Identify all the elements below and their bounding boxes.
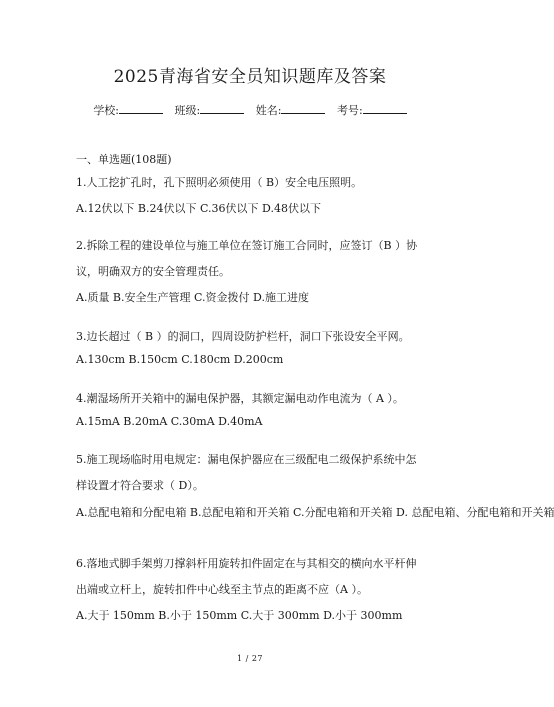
question-line: 样设置才符合要求（ D）。 (76, 479, 204, 492)
class-blank (200, 103, 244, 114)
question-line: 4.潮湿场所开关箱中的漏电保护器，其额定漏电动作电流为（ A ）。 (76, 392, 404, 405)
question-line: 2.拆除工程的建设单位与施工单位在签订施工合同时，应签订（B ）协 (76, 239, 418, 252)
question-line: 1.人工挖扩孔时，孔下照明必须使用（ B）安全电压照明。 (76, 176, 363, 189)
page-number: 1 / 27 (236, 654, 264, 663)
class-label: 班级: (174, 104, 201, 117)
question-line: 5.施工现场临时用电规定：漏电保护器应在三级配电二级保护系统中怎 (76, 453, 417, 466)
options-line: A.质量 B.安全生产管理 C.资金拨付 D.施工进度 (76, 291, 309, 304)
document-title: 2025青海省安全员知识题库及答案 (113, 67, 387, 87)
question-3-options (76, 347, 432, 373)
question-5-options (76, 500, 554, 526)
school-field (93, 104, 166, 117)
question-6-options (76, 603, 432, 629)
options-line: A.大于 150mm B.小于 150mm C.大于 300mm D.小于 300mm (76, 609, 403, 622)
student-info-line (0, 102, 500, 118)
question-line: 议，明确双方的安全管理责任。 (76, 265, 230, 278)
question-1-options (76, 196, 432, 222)
school-label: 学校: (93, 104, 120, 117)
options-line: A.12伏以下 B.24伏以下 C.36伏以下 D.48伏以下 (76, 202, 321, 215)
question-line: 6.落地式脚手架剪刀撑斜杆用旋转扣件固定在与其相交的横向水平杆伸 (76, 557, 417, 570)
options-line: A.130cm B.150cm C.180cm D.200cm (76, 353, 284, 366)
section-heading: 一、单选题(108题) (76, 153, 172, 166)
question-2-options (76, 285, 432, 311)
question-2-text (76, 233, 432, 285)
question-6-text (76, 551, 432, 603)
name-label: 姓名: (255, 104, 282, 117)
question-line: 出端或立杆上，旋转扣件中心线至主节点的距离不应（A ）。 (76, 583, 368, 596)
class-field (175, 104, 248, 117)
name-blank (281, 103, 325, 114)
options-line: 总配电箱、分配电箱和开关箱 (411, 506, 554, 519)
name-field (256, 104, 329, 117)
question-4-options (76, 409, 432, 435)
exam-no-blank (363, 103, 407, 114)
question-1-text (76, 170, 432, 196)
exam-no-field (337, 104, 407, 117)
exam-no-label: 考号: (336, 104, 363, 117)
options-line: A.总配电箱和分配电箱 B.总配电箱和开关箱 C.分配电箱和开关箱 D. (76, 506, 408, 519)
question-5-text (76, 447, 432, 499)
school-blank (119, 103, 163, 114)
options-line: A.15mA B.20mA C.30mA D.40mA (76, 415, 263, 428)
question-line: 3.边长超过（ B ）的洞口，四周设防护栏杆，洞口下张设安全平网。 (76, 330, 410, 343)
